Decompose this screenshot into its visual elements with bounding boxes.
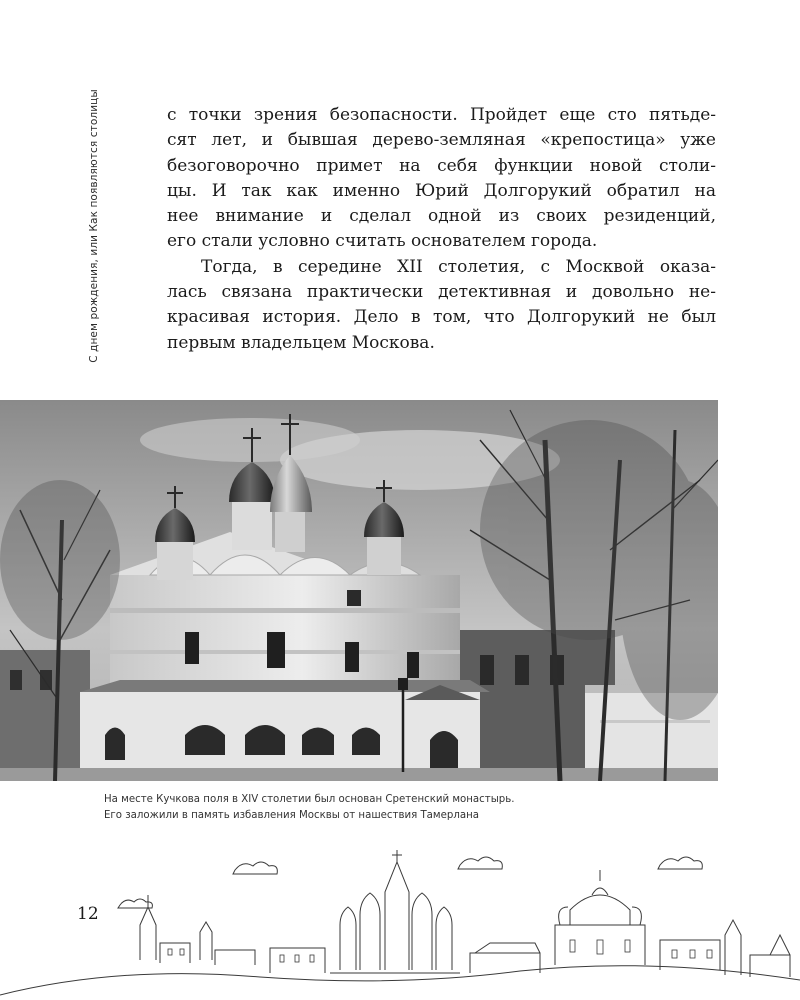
text-line: нее внимание и сделал одной из своих резиденций, (167, 206, 716, 227)
caption-line: На месте Кучкова поля в XIV столетии был основан Сретенский монастырь. (104, 794, 515, 805)
text-line: сят лет, и бывшая дерево-земляная «крепостица» уже (167, 130, 716, 151)
text-line: его стали условно считать основателем города. (167, 231, 598, 252)
photo-caption (104, 792, 644, 823)
text-line: красивая история. Дело в том, что Долгорукий не был (167, 307, 716, 328)
running-head-text: С днем рождения, или Как появляются столицы (88, 89, 100, 363)
text-line: с точки зрения безопасности. Пройдет еще сто пятьде- (167, 105, 716, 125)
body-text (167, 103, 716, 356)
monastery-photo (0, 400, 718, 781)
text-line: Тогда, в середине XII столетия, с Москвой оказа- (201, 256, 716, 277)
caption-line: Его заложили в память избавления Москвы от нашествия Тамерлана (104, 809, 479, 821)
page-number: 12 (77, 904, 99, 924)
text-line: безоговорочно примет на себя функции новой столи- (167, 155, 716, 176)
text-line: лась связана практически детективная и довольно не- (167, 282, 716, 303)
text-line: цы. И так как именно Юрий Долгорукий обратил на (167, 180, 716, 201)
moscow-skyline-illustration (0, 845, 800, 1000)
text-line: первым владельцем Москова. (167, 332, 435, 353)
running-head (81, 89, 107, 363)
